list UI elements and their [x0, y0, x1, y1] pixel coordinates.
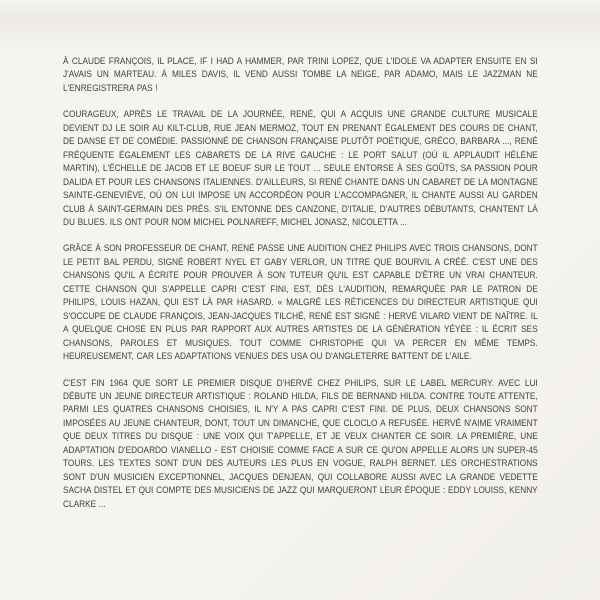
liner-notes-paragraph: À CLAUDE FRANÇOIS, IL PLACE, IF I HAD A HAMMER, PAR TRINI LOPEZ, QUE L'IDOLE VA ADAPTER ENSUITE EN SI J'AVAIS UN MARTEAU. À MILES DAVIS, IL VEND AUSSI TOMBE LA NEIGE, PAR ADAMO, MAIS LE JAZZMAN NE L'ENREGISTRERA PAS !	[63, 56, 538, 93]
liner-notes-paragraph: C'EST FIN 1964 QUE SORT LE PREMIER DISQUE D'HERVÉ CHEZ PHILIPS, SUR LE LABEL MERCURY. AVEC LUI DÉBUTE UN JEUNE DIRECTEUR ARTISTIQUE : ROLAND HILDA, FILS DE BERNAND HILDA. CONTRE TOUTE ATTENTE, PARMI LES QUATRES CHANSONS CHOISIES, IL N'Y A PAS CAPRI C'EST FINI. DE PLUS, DEUX CHANSONS SONT IMPOSÉES AU JEUNE CHANTEUR, DONT, TOUT UN DIMANCHE, QUE CLOCLO A REFUSÉE. HERVÉ N'AIME VRAIMENT QUE DEUX TITRES DU DISQUE : UNE VOIX QUI T'APPELLE, ET JE VEUX CHANTER CE SOIR. LA PREMIÈRE, UNE ADAPTATION D'EDOARDO VIANELLO - EST CHOISIE COMME FACE A SUR CE QU'ON APPELLE ALORS UN SUPER-45 TOURS. LES TEXTES SONT D'UN DES AUTEURS LES PLUS EN VOGUE, RALPH BERNET. LES ORCHESTRATIONS SONT D'UN MUSICIEN EXCEPTIONNEL, JACQUES DENJEAN, QUI COLLABORE AUSSI AVEC LA GRANDE VEDETTE SACHA DISTEL ET QUI COMPTE DES MUSICIENS DE JAZZ QUI MARQUERONT LEUR ÉPOQUE : EDDY LOUISS, KENNY CLARKE ...	[63, 377, 538, 509]
liner-notes-text-block	[63, 55, 538, 511]
liner-notes-paragraph: GRÂCE À SON PROFESSEUR DE CHANT, RENÉ PASSE UNE AUDITION CHEZ PHILIPS AVEC TROIS CHANSONS, DONT LE PETIT BAL PERDU, SIGNÉ ROBERT NYEL ET GABY VERLOR, UN TITRE QUE BOURVIL A CRÉÉ. C'EST UNE DES CHANSONS QU'IL A ÉCRITE POUR PROUVER À SON TUTEUR QU'IL EST CAPABLE D'ÊTRE UN VRAI CHANTEUR. CETTE CHANSON QUI S'APPELLE CAPRI C'EST FINI, EST, DÈS L'AUDITION, REMARQUÉE PAR LE PATRON DE PHILIPS, LOUIS HAZAN, QUI EST LÀ PAR HASARD. « MALGRÉ LES RÉTICENCES DU DIRECTEUR ARTISTIQUE QUI S'OCCUPE DE CLAUDE FRANÇOIS, JEAN-JACQUES TILCHÉ, RENÉ EST SIGNÉ : HERVÉ VILARD VIENT DE NAÎTRE. IL A QUELQUE CHOSE EN PLUS PAR RAPPORT AUX AUTRES ARTISTES DE LA GÉNÉRATION YÉYÉE : IL ÉCRIT SES CHANSONS, PAROLES ET MUSIQUES. TOUT COMME CHRISTOPHE QUI VA PERCER EN MÊME TEMPS. HEUREUSEMENT, CAR LES ADAPTATIONS VENUES DES USA OU D'ANGLETERRE BATTENT DE L'AILE.	[63, 243, 538, 362]
liner-notes-paragraph: COURAGEUX, APRÈS LE TRAVAIL DE LA JOURNÉE, RENÉ, QUI A ACQUIS UNE GRANDE CULTURE MUSICALE DEVIENT DJ LE SOIR AU KILT-CLUB, RUE JEAN MERMOZ, TOUT EN PRENANT ÉGALEMENT DES COURS DE CHANT, DE DANSE ET DE COMÉDIE. PASSIONNÉ DE CHANSON FRANÇAISE PLUTÔT POÉTIQUE, GRÉCO, BARBARA ..., RENÉ FRÉQUENTE ÉGALEMENT LES CABARETS DE LA RIVE GAUCHE : LE PORT SALUT (OÙ IL APPLAUDIT HÉLÈNE MARTIN), L'ÉCHELLE DE JACOB ET LE BOEUF SUR LE TOUT ... SEULE ENTORSE À SES GOÛTS, SA PASSION POUR DALIDA ET POUR LES CHANSONS ITALIENNES. D'AILLEURS, SI RENÉ CHANTE DANS UN CABARET DE LA MONTAGNE SAINTE-GENEVIÈVE, OÙ ON LUI IMPOSE UN ACCORDÉON POUR L'ACCOMPAGNER, IL CHANTE AUSSI AU GARDEN CLUB À SAINT-GERMAIN DES PRÉS. S'IL ENTONNE DES CANZONE, D'ITALIE, D'AUTRES DÉBUTANTS, CHANTENT LÀ DU BLUES. ILS ONT POUR NOM MICHEL POLNAREFF, MICHEL JONASZ, NICOLETTA ...	[63, 109, 538, 227]
